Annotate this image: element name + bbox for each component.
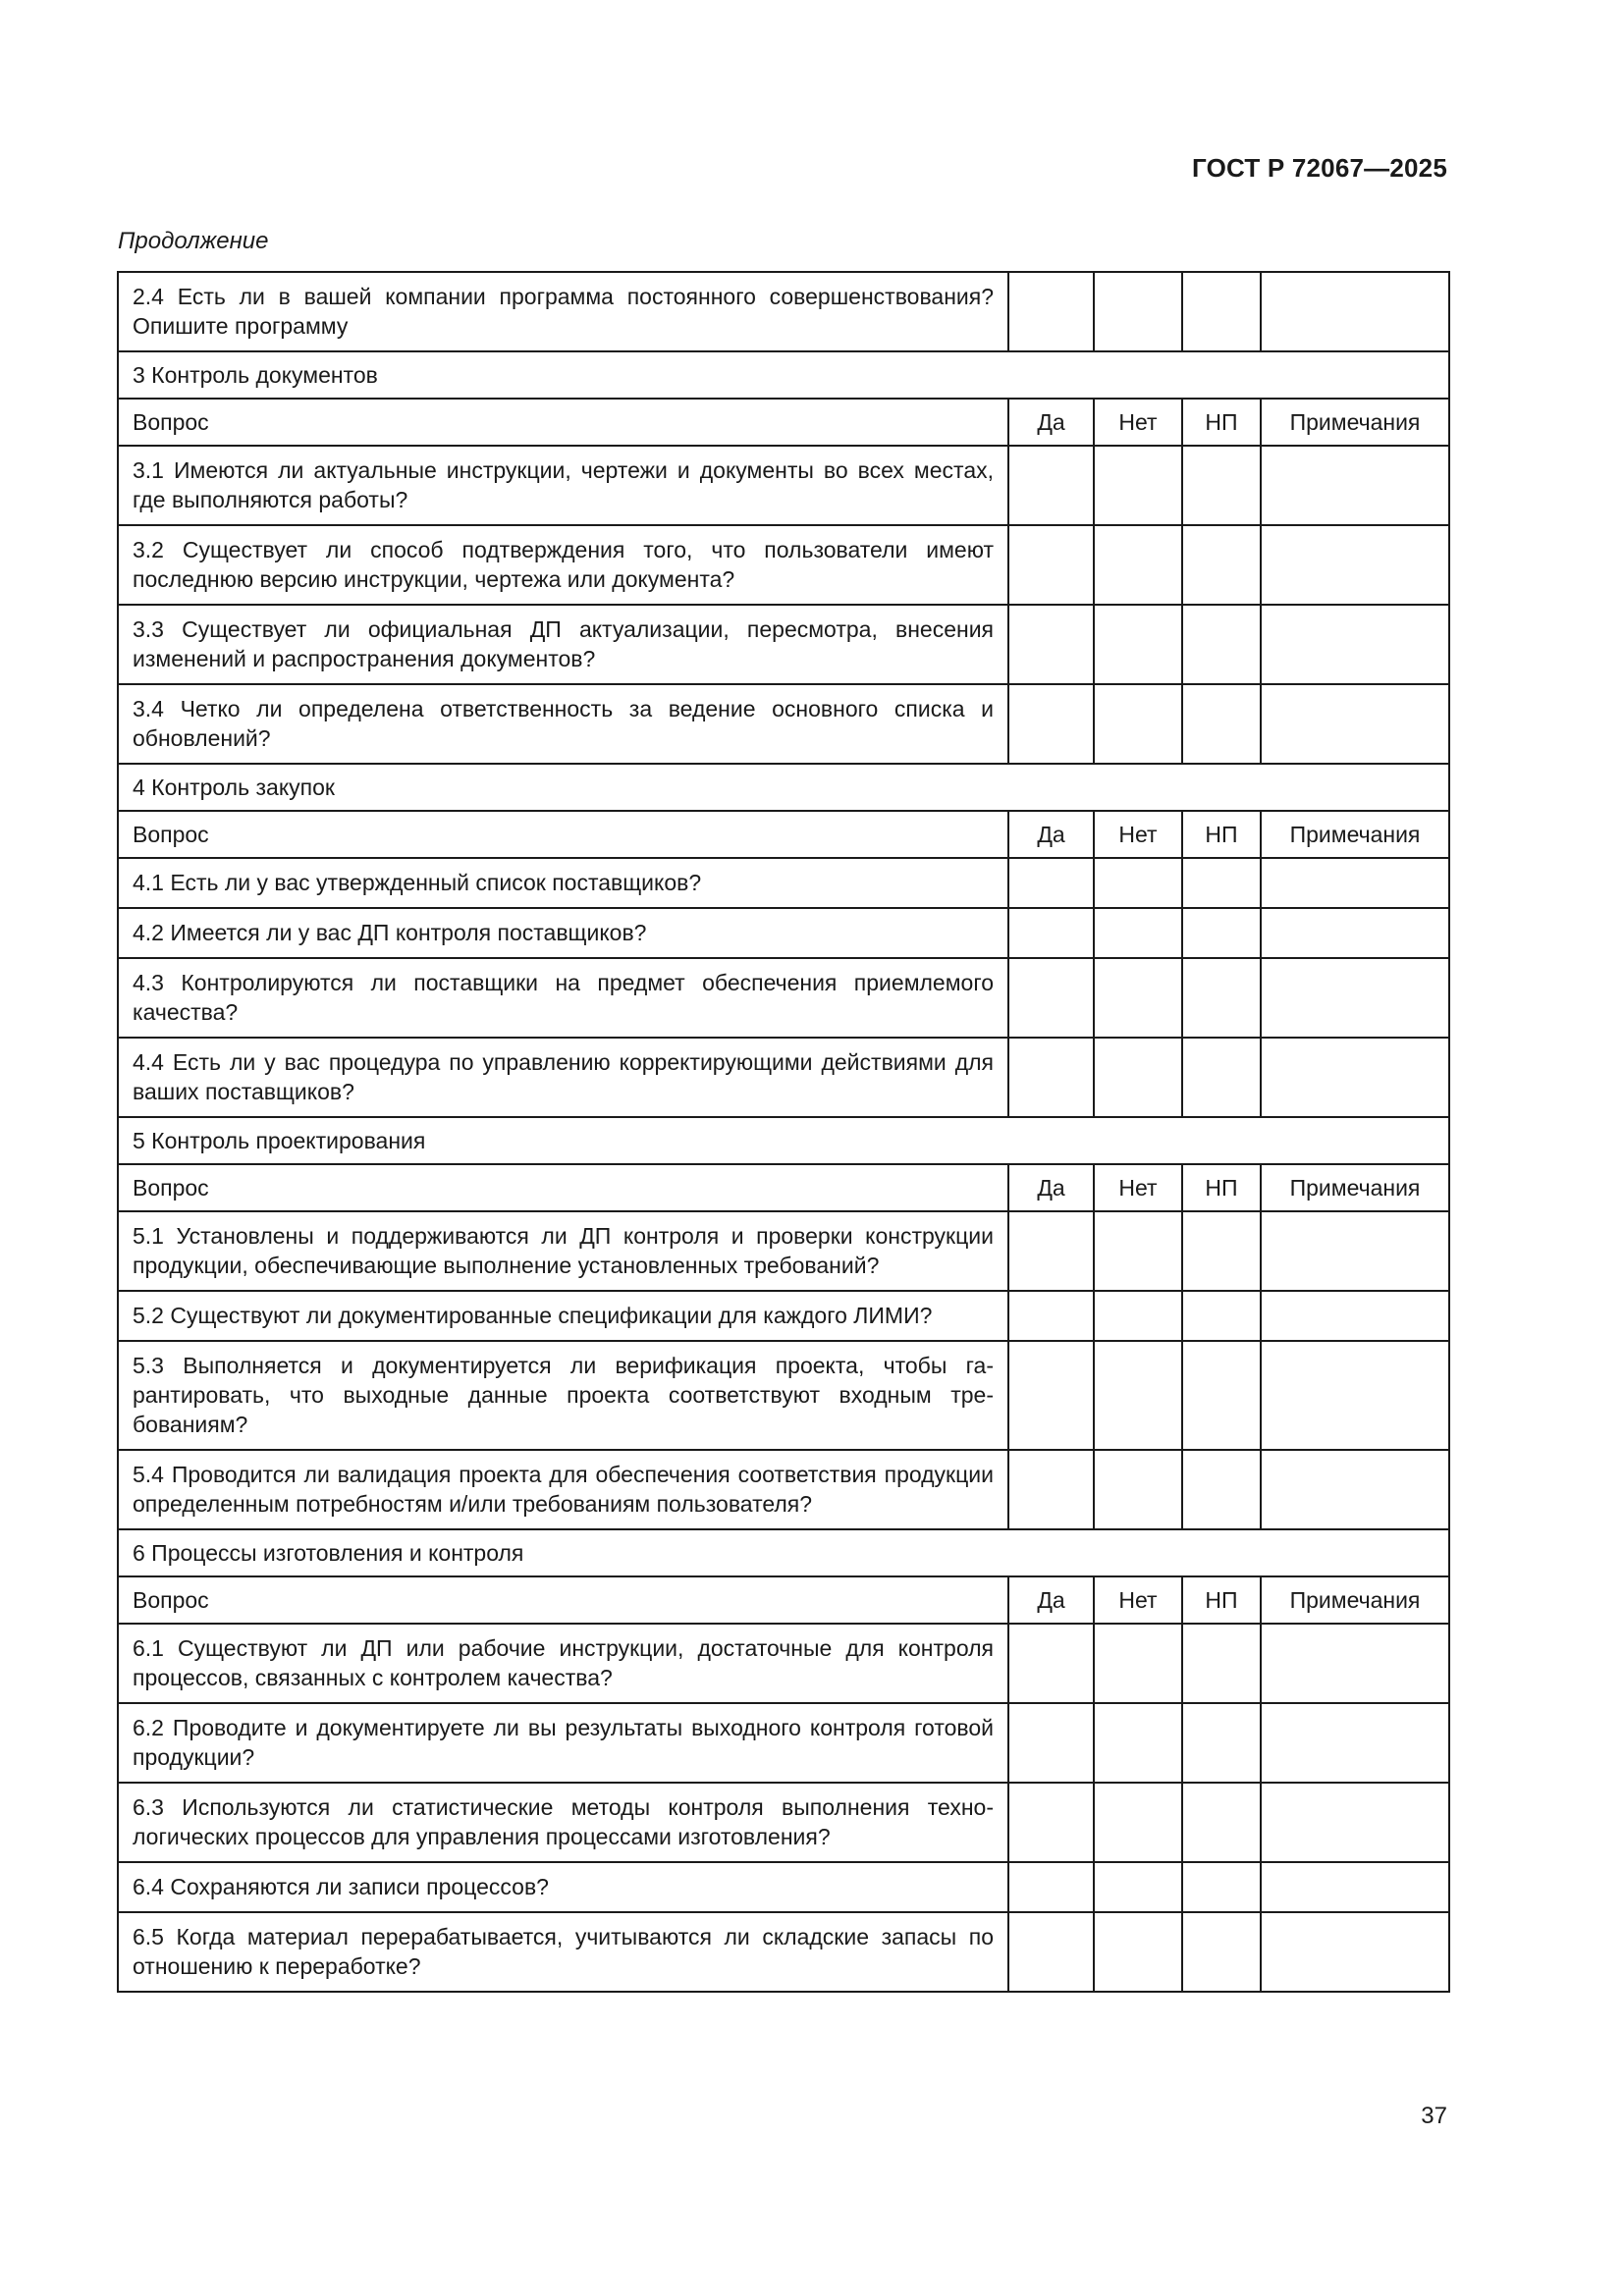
answer-cell-notes	[1261, 1783, 1449, 1862]
answer-cell-notes	[1261, 1912, 1449, 1992]
answer-cell-na	[1182, 1341, 1261, 1450]
answer-cell-notes	[1261, 446, 1449, 525]
column-header-notes: Примечания	[1261, 1576, 1449, 1624]
answer-cell-na	[1182, 858, 1261, 908]
answer-cell-notes	[1261, 1038, 1449, 1117]
question-row	[118, 1703, 1449, 1783]
question-text: 6.2 Проводите и документируете ли вы результаты выходного контроля готовой продукции?	[118, 1703, 1008, 1783]
answer-cell-na	[1182, 1783, 1261, 1862]
answer-cell-notes	[1261, 858, 1449, 908]
answer-cell-notes	[1261, 908, 1449, 958]
answer-cell-no	[1094, 446, 1182, 525]
column-header-question: Вопрос	[118, 399, 1008, 446]
column-header-row	[118, 1164, 1449, 1211]
checklist-table	[117, 271, 1450, 1993]
question-row	[118, 525, 1449, 605]
answer-cell-no	[1094, 1450, 1182, 1529]
column-header-row	[118, 811, 1449, 858]
answer-cell-no	[1094, 272, 1182, 351]
answer-cell-yes	[1008, 1912, 1094, 1992]
column-header-question: Вопрос	[118, 811, 1008, 858]
answer-cell-na	[1182, 958, 1261, 1038]
answer-cell-na	[1182, 1291, 1261, 1341]
section-title: 5 Контроль проектирования	[118, 1117, 1449, 1164]
answer-cell-notes	[1261, 684, 1449, 764]
question-row	[118, 858, 1449, 908]
answer-cell-notes	[1261, 1624, 1449, 1703]
question-row	[118, 272, 1449, 351]
question-text: 6.3 Используются ли статистические методы контроля выполнения технологических процессов для управления процессами изготовления?	[118, 1783, 1008, 1862]
question-text: 4.3 Контролируются ли поставщики на предмет обеспечения приемлемого качества?	[118, 958, 1008, 1038]
question-text: 5.3 Выполняется и документируется ли верификация проекта, чтобы гарантировать, что выходные данные проекта соответствуют входным требованиям?	[118, 1341, 1008, 1450]
answer-cell-yes	[1008, 1341, 1094, 1450]
answer-cell-no	[1094, 958, 1182, 1038]
question-text: 3.1 Имеются ли актуальные инструкции, чертежи и документы во всех местах, где выполняются работы?	[118, 446, 1008, 525]
continuation-label: Продолжение	[118, 228, 269, 254]
answer-cell-yes	[1008, 1783, 1094, 1862]
column-header-na: НП	[1182, 811, 1261, 858]
section-row	[118, 351, 1449, 399]
answer-cell-na	[1182, 1624, 1261, 1703]
answer-cell-yes	[1008, 1862, 1094, 1912]
answer-cell-na	[1182, 272, 1261, 351]
question-text: 3.2 Существует ли способ подтверждения того, что пользователи имеют последнюю версию инструкции, чертежа или документа?	[118, 525, 1008, 605]
answer-cell-yes	[1008, 1291, 1094, 1341]
column-header-yes: Да	[1008, 1576, 1094, 1624]
question-text: 5.2 Существуют ли документированные спецификации для каждого ЛИМИ?	[118, 1291, 1008, 1341]
answer-cell-yes	[1008, 684, 1094, 764]
answer-cell-notes	[1261, 1211, 1449, 1291]
answer-cell-na	[1182, 1912, 1261, 1992]
column-header-notes: Примечания	[1261, 811, 1449, 858]
answer-cell-no	[1094, 1211, 1182, 1291]
question-text: 4.1 Есть ли у вас утвержденный список поставщиков?	[118, 858, 1008, 908]
answer-cell-notes	[1261, 1703, 1449, 1783]
column-header-no: Нет	[1094, 399, 1182, 446]
answer-cell-notes	[1261, 1450, 1449, 1529]
question-text: 6.4 Сохраняются ли записи процессов?	[118, 1862, 1008, 1912]
answer-cell-na	[1182, 605, 1261, 684]
question-row	[118, 1291, 1449, 1341]
column-header-notes: Примечания	[1261, 1164, 1449, 1211]
question-text: 2.4 Есть ли в вашей компании программа постоянного совершенствования? Опишите программу	[118, 272, 1008, 351]
answer-cell-notes	[1261, 605, 1449, 684]
answer-cell-no	[1094, 1912, 1182, 1992]
document-code: ГОСТ Р 72067—2025	[1192, 153, 1447, 183]
column-header-question: Вопрос	[118, 1576, 1008, 1624]
answer-cell-yes	[1008, 1450, 1094, 1529]
answer-cell-no	[1094, 525, 1182, 605]
question-row	[118, 958, 1449, 1038]
answer-cell-no	[1094, 1624, 1182, 1703]
section-title: 3 Контроль документов	[118, 351, 1449, 399]
question-row	[118, 1624, 1449, 1703]
answer-cell-na	[1182, 1450, 1261, 1529]
question-text: 3.4 Четко ли определена ответственность за ведение основного списка и обновлений?	[118, 684, 1008, 764]
answer-cell-no	[1094, 908, 1182, 958]
answer-cell-na	[1182, 1038, 1261, 1117]
question-row	[118, 1912, 1449, 1992]
question-text: 4.2 Имеется ли у вас ДП контроля поставщиков?	[118, 908, 1008, 958]
answer-cell-yes	[1008, 446, 1094, 525]
column-header-na: НП	[1182, 1576, 1261, 1624]
section-row	[118, 764, 1449, 811]
question-text: 3.3 Существует ли официальная ДП актуализации, пересмотра, внесения изменений и распространения документов?	[118, 605, 1008, 684]
answer-cell-notes	[1261, 272, 1449, 351]
answer-cell-na	[1182, 684, 1261, 764]
column-header-row	[118, 399, 1449, 446]
answer-cell-yes	[1008, 958, 1094, 1038]
answer-cell-na	[1182, 525, 1261, 605]
answer-cell-no	[1094, 1291, 1182, 1341]
answer-cell-notes	[1261, 525, 1449, 605]
answer-cell-yes	[1008, 525, 1094, 605]
page-number: 37	[1421, 2103, 1447, 2129]
answer-cell-yes	[1008, 1211, 1094, 1291]
answer-cell-na	[1182, 1211, 1261, 1291]
answer-cell-na	[1182, 446, 1261, 525]
question-row	[118, 1038, 1449, 1117]
answer-cell-na	[1182, 908, 1261, 958]
answer-cell-notes	[1261, 1862, 1449, 1912]
section-row	[118, 1117, 1449, 1164]
question-row	[118, 1862, 1449, 1912]
answer-cell-yes	[1008, 858, 1094, 908]
answer-cell-na	[1182, 1703, 1261, 1783]
answer-cell-no	[1094, 1862, 1182, 1912]
section-title: 6 Процессы изготовления и контроля	[118, 1529, 1449, 1576]
question-text: 5.1 Установлены и поддерживаются ли ДП контроля и проверки конструкции продукции, обеспечивающие выполнение установленных требований?	[118, 1211, 1008, 1291]
column-header-question: Вопрос	[118, 1164, 1008, 1211]
question-row	[118, 1211, 1449, 1291]
answer-cell-yes	[1008, 908, 1094, 958]
answer-cell-yes	[1008, 605, 1094, 684]
question-row	[118, 446, 1449, 525]
section-row	[118, 1529, 1449, 1576]
answer-cell-yes	[1008, 1038, 1094, 1117]
answer-cell-no	[1094, 1341, 1182, 1450]
question-text: 4.4 Есть ли у вас процедура по управлению корректирующими действиями для ваших поставщиков?	[118, 1038, 1008, 1117]
answer-cell-notes	[1261, 1291, 1449, 1341]
column-header-notes: Примечания	[1261, 399, 1449, 446]
column-header-no: Нет	[1094, 1164, 1182, 1211]
column-header-na: НП	[1182, 1164, 1261, 1211]
answer-cell-no	[1094, 1038, 1182, 1117]
answer-cell-yes	[1008, 1703, 1094, 1783]
column-header-no: Нет	[1094, 811, 1182, 858]
column-header-na: НП	[1182, 399, 1261, 446]
question-text: 5.4 Проводится ли валидация проекта для обеспечения соответствия продукции определенным потребностям и/или требованиям пользователя?	[118, 1450, 1008, 1529]
answer-cell-notes	[1261, 1341, 1449, 1450]
question-row	[118, 684, 1449, 764]
answer-cell-no	[1094, 1703, 1182, 1783]
column-header-no: Нет	[1094, 1576, 1182, 1624]
question-row	[118, 605, 1449, 684]
question-text: 6.5 Когда материал перерабатывается, учитываются ли складские запасы по отношению к переработке?	[118, 1912, 1008, 1992]
answer-cell-notes	[1261, 958, 1449, 1038]
answer-cell-no	[1094, 1783, 1182, 1862]
answer-cell-yes	[1008, 272, 1094, 351]
column-header-row	[118, 1576, 1449, 1624]
section-title: 4 Контроль закупок	[118, 764, 1449, 811]
column-header-yes: Да	[1008, 811, 1094, 858]
answer-cell-yes	[1008, 1624, 1094, 1703]
answer-cell-no	[1094, 858, 1182, 908]
question-row	[118, 1450, 1449, 1529]
question-row	[118, 908, 1449, 958]
answer-cell-na	[1182, 1862, 1261, 1912]
column-header-yes: Да	[1008, 399, 1094, 446]
answer-cell-no	[1094, 605, 1182, 684]
column-header-yes: Да	[1008, 1164, 1094, 1211]
question-row	[118, 1783, 1449, 1862]
checklist-body	[118, 272, 1449, 1992]
question-text: 6.1 Существуют ли ДП или рабочие инструкции, достаточные для контроля процессов, связанных с контролем качества?	[118, 1624, 1008, 1703]
question-row	[118, 1341, 1449, 1450]
answer-cell-no	[1094, 684, 1182, 764]
